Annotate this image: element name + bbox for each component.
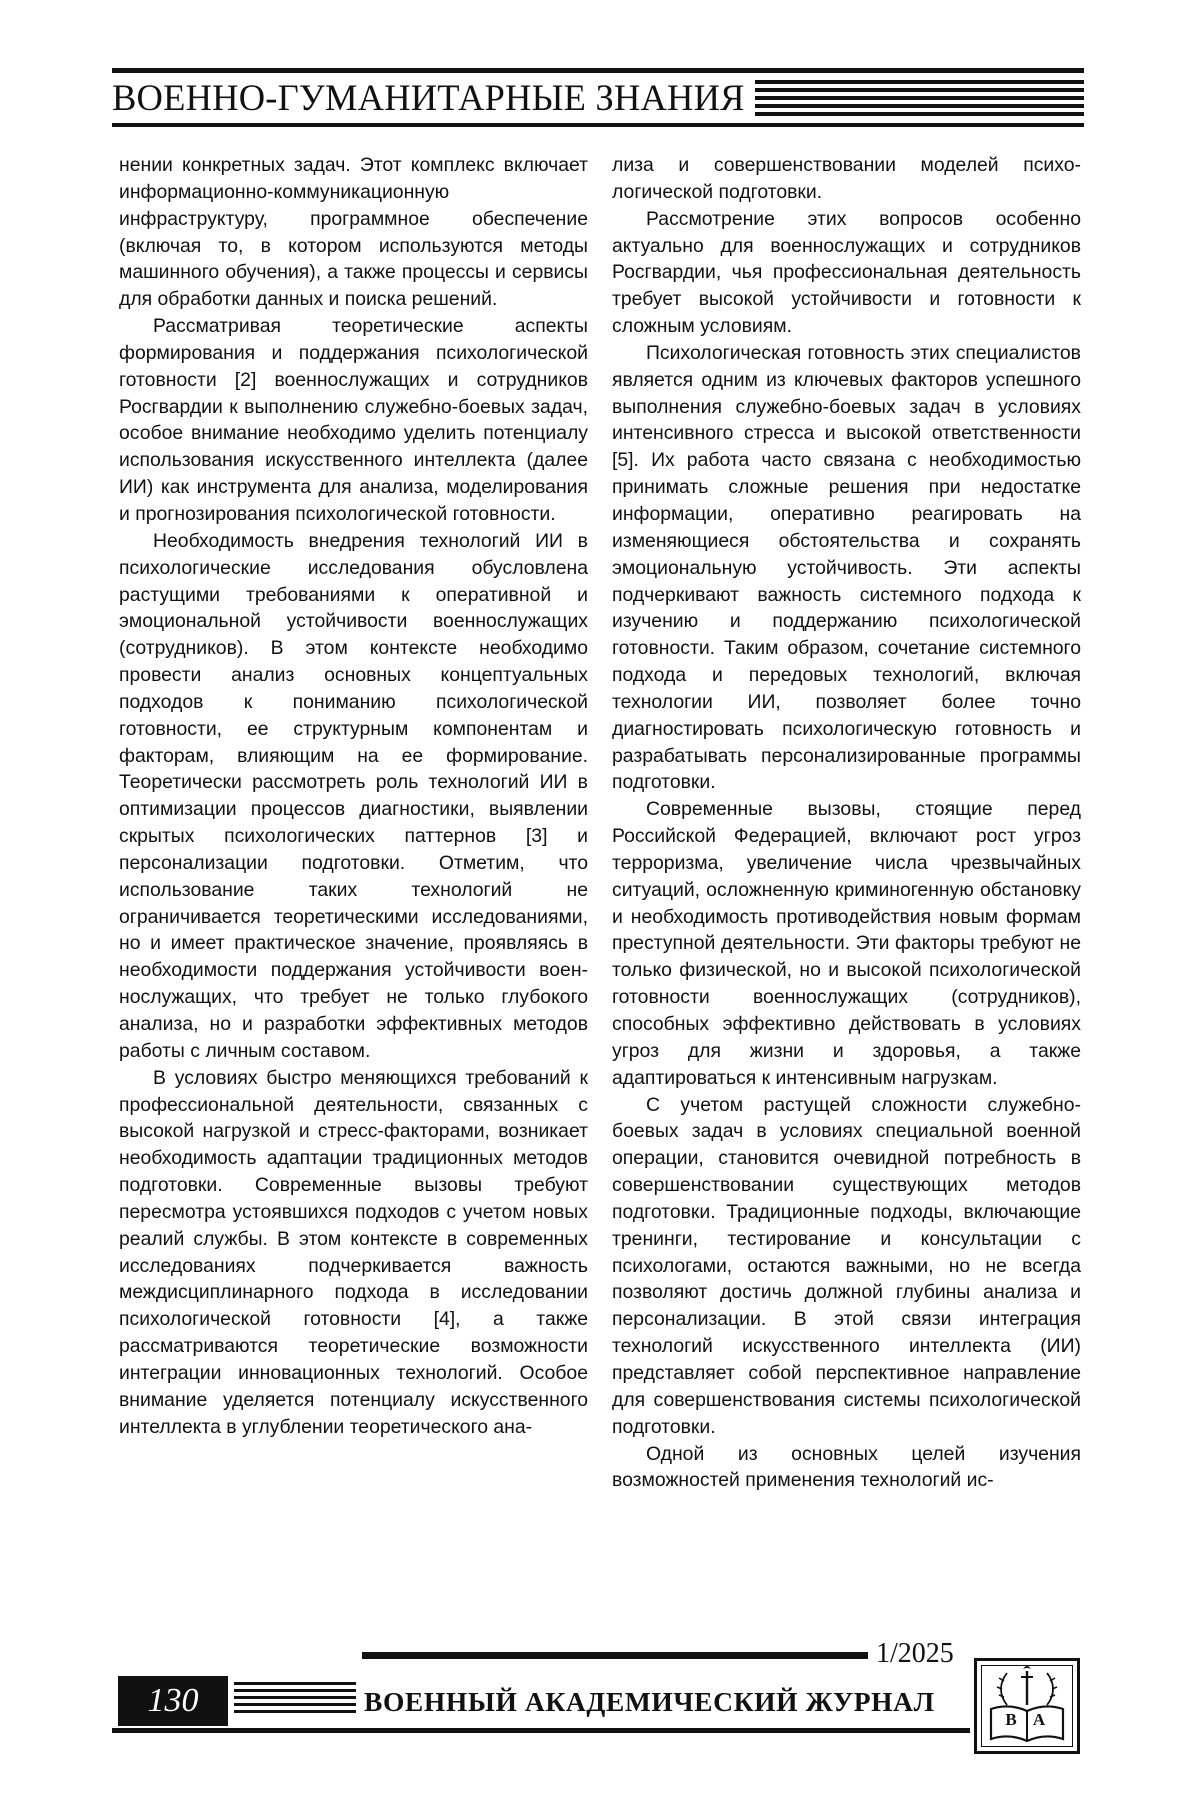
paragraph: Одной из основных целей изучения возможностей применения технологий ис- bbox=[612, 1442, 1081, 1492]
paragraph: Рассматривая теоретические аспекты формирования и поддержания психологической готовности [2] военнослужащих и сотрудников Росгвардии к выполнению служебно-боевых задач, особое внимание необходимо уделить потенциалу использования искусственного интеллекта (далее ИИ) как инструмента для анализа, моделирования и прогнозирования психологической готовности. bbox=[119, 315, 588, 525]
paragraph: С учетом растущей сложности служебно-боевых задач в условиях специальной военной операции, становится очевидной потребность в совершенствовании существующих методов подготовки. Традиционные подходы, включающие тренинги, тестирование и консультации с психологами, остаются важными, но не всегда позволяют достичь должной глубины анализа и персонализации. В этой связи интеграция технологий искусственного интеллекта (ИИ) представляет собой перспективное направление для совершенствования системы психологической подготовки. bbox=[612, 1093, 1081, 1438]
paragraph: нении конкретных задач. Этот комплекс включает информационно-коммуникационную инфраструктуру, программное обеспечение (включая то, в котором используются методы машинного обучения), а также процессы и сервисы для обработки данных и поиска решений. bbox=[119, 154, 588, 311]
logo-letter: А bbox=[1032, 1710, 1046, 1729]
book-emblem-icon bbox=[977, 1661, 1077, 1751]
issue-number: 1/2025 bbox=[876, 1638, 954, 1669]
paragraph: Рассмотрение этих вопросов особенно актуально для военнослужащих и сотрудников Росгвардии, чья профессиональная деятельность требует высокой устойчивости и готовности к сложным условиям. bbox=[612, 207, 1081, 338]
page-footer bbox=[112, 1638, 1084, 1758]
footer-rule-bottom bbox=[112, 1728, 970, 1733]
header-rule-bottom bbox=[112, 123, 1084, 127]
paragraph: лиза и совершенствовании моделей психологической подготовки. bbox=[612, 154, 1081, 203]
paragraph: Необходимость внедрения технологий ИИ в психологические исследования обусловлена растущими требованиями к оперативной и эмоциональной устойчивости военнослужащих (сотрудников). В этом контексте необходимо провести анализ основных концептуальных подходов к пониманию психологической готовности, ее структурным компонентам и факторам, влияющим на ее формирование. Теоретически рассмотреть роль технологий ИИ в оптимизации процессов диагностики, выявлении скрытых психологических паттернов [3] и персонализации подготовки. Отметим, что использование таких технологий не ограничивается теоретическими исследованиями, но и имеет практическое значение, проявляясь в необходимости поддержания устойчивости военнослужащих, что требует не только глубокого анализа, но и разработки эффективных методов работы с личным составом. bbox=[119, 529, 588, 1062]
page-number: 130 bbox=[118, 1676, 228, 1726]
text-column-left bbox=[119, 152, 588, 1441]
journal-logo bbox=[974, 1658, 1080, 1754]
logo-letter: В bbox=[1005, 1710, 1017, 1729]
footer-stripes bbox=[234, 1682, 356, 1716]
footer-rule-top bbox=[362, 1652, 868, 1659]
header-rule-top bbox=[112, 68, 1084, 73]
journal-title: ВОЕННЫЙ АКАДЕМИЧЕСКИЙ ЖУРНАЛ bbox=[364, 1686, 935, 1717]
section-title: ВОЕННО-ГУМАНИТАРНЫЕ ЗНАНИЯ bbox=[112, 76, 755, 120]
paragraph: Психологическая готовность этих специалистов является одним из ключевых факторов успешного выполнения служебно-боевых задач в условиях интенсивного стресса и высокой ответственности [5]. Их работа часто связана с необходимостью принимать сложные решения при недостатке информации, оперативно реагировать на изменяющиеся обстоятельства и сохранять эмоциональную устойчивость. Эти аспекты подчеркивают важность системного подхода к изучению и поддержанию психологической готовности. Таким образом, сочетание системного подхода и передовых технологий, включая технологии ИИ, позволяет более точно диагностировать психологическую готовность и разрабатывать персонализированные программы подготовки. bbox=[612, 341, 1081, 794]
paragraph: Современные вызовы, стоящие перед Российской Федерацией, включают рост угроз терроризма, увеличение числа чрезвычайных ситуаций, осложненную криминогенную обстановку и необходимость противодействия новым формам преступной деятельности. Эти факторы требуют не только физической, но и высокой психологической готовности военнослужащих (сотрудников), способных эффективно действовать в условиях угроз для жизни и здоровья, а также адаптироваться к интенсивным нагрузкам. bbox=[612, 798, 1081, 1089]
paragraph: В условиях быстро меняющихся требований к профессиональной деятельности, связанных с высокой нагрузкой и стресс-факторами, возникает необходимость адаптации традиционных методов подготовки. Современные вызовы требуют пересмотра устоявшихся подходов с учетом новых реалий службы. В этом контексте в современных исследованиях подчеркивается важность междисциплинарного подхода в исследовании психологической готовности [4], а также рассматриваются теоретические возможности интеграции инновационных технологий. Особое внимание уделяется потенциалу искусственного интеллекта в углублении теоретического ана- bbox=[119, 1066, 588, 1438]
text-column-right bbox=[612, 152, 1081, 1494]
running-header bbox=[112, 68, 1084, 128]
